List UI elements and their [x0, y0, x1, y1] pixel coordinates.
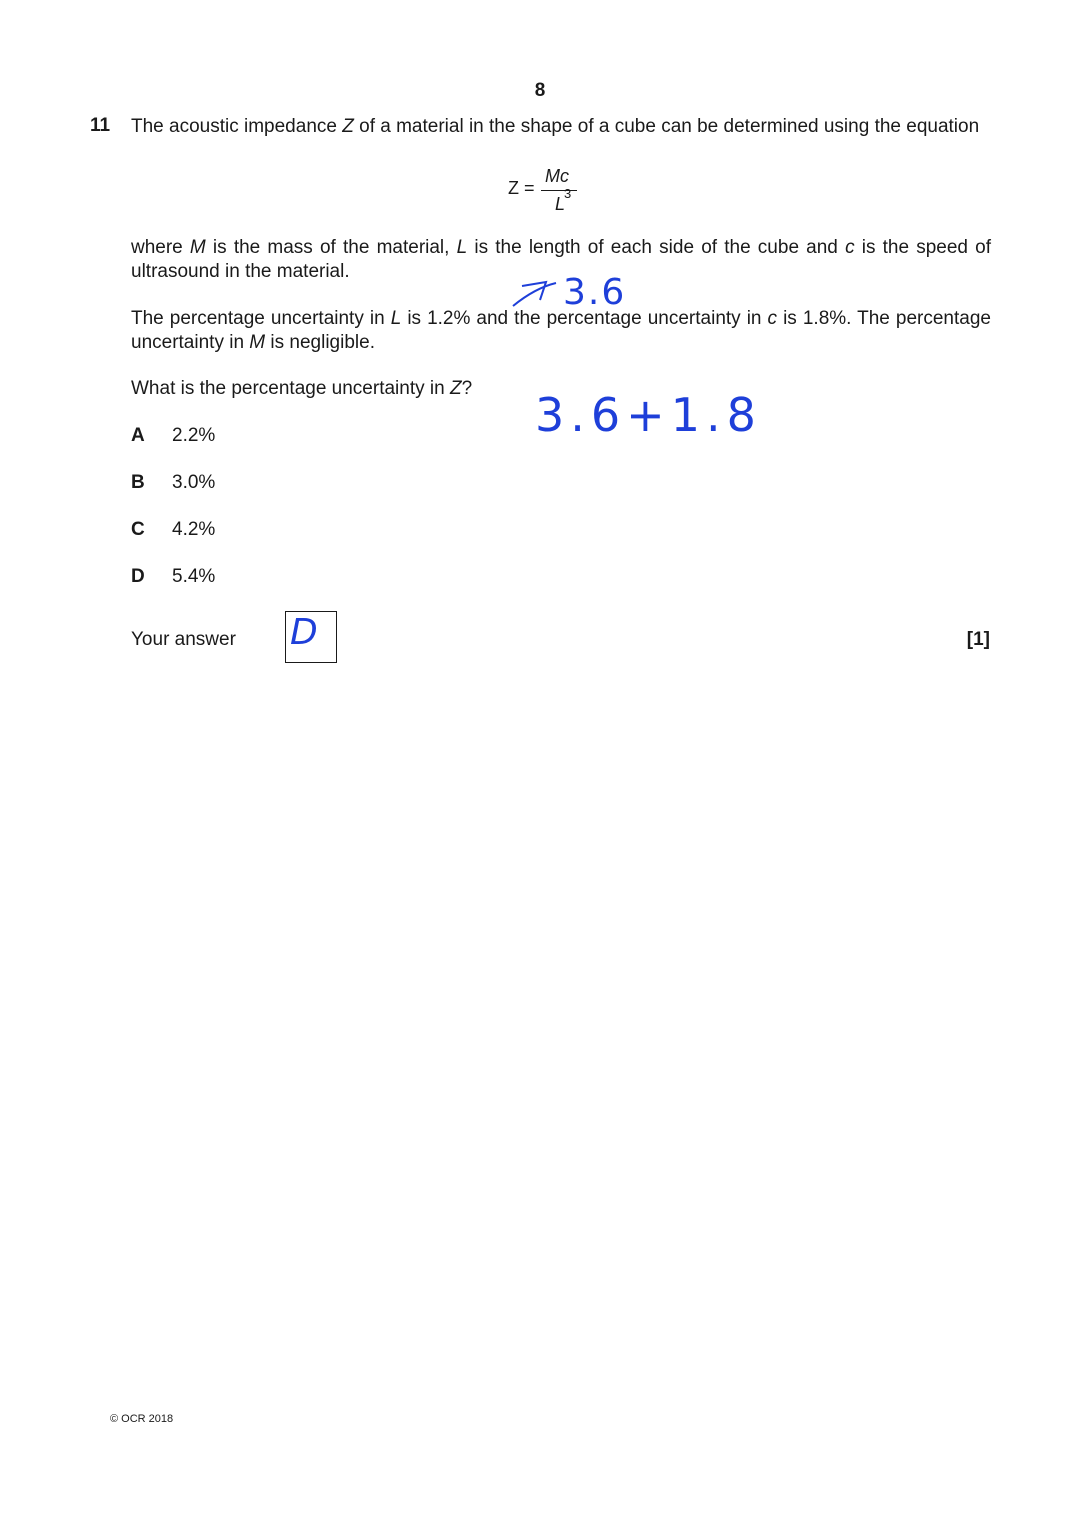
var-l: L [456, 237, 468, 258]
var-l: L [390, 308, 402, 329]
where-text-1: where [131, 237, 190, 258]
var-z: Z [342, 116, 354, 137]
uncertainty-text-1: The percentage uncertainty in [131, 308, 391, 329]
option-c-letter: C [131, 519, 145, 540]
question-number: 11 [90, 115, 111, 136]
var-m: M [189, 237, 206, 258]
answer-label: Your answer [131, 629, 236, 650]
uncertainty-text-2: is 1.2% and the percentage uncertainty in [401, 308, 768, 329]
option-a-text: 2.2% [172, 425, 216, 446]
prompt-text-2: ? [461, 378, 473, 399]
question-intro [131, 115, 991, 139]
intro-text-1: The acoustic impedance [131, 116, 343, 137]
uncertainty-text-3: is 1.8%. The percentage uncertainty in [131, 308, 991, 353]
option-b-letter: B [131, 472, 145, 493]
impedance-formula [508, 166, 588, 226]
option-d-text: 5.4% [172, 566, 216, 587]
formula-exponent: 3 [564, 186, 572, 201]
formula-lhs: Z = [508, 178, 535, 198]
option-a-letter: A [131, 425, 145, 446]
where-text-3: is the length of each side of the cube and [467, 237, 846, 258]
intro-text-2: of a material in the shape of a cube can be determined using the equation [353, 116, 980, 137]
option-b-text: 3.0% [172, 472, 216, 493]
formula-numerator: Mc [545, 166, 569, 186]
option-d-letter: D [131, 566, 145, 587]
var-m: M [249, 332, 266, 353]
where-text-2: is the mass of the material, [205, 237, 457, 258]
prompt-text-1: What is the percentage uncertainty in [131, 378, 450, 399]
handwritten-annotation-2: 3.6+1.8 [535, 388, 762, 442]
uncertainty-text-4: is negligible. [265, 332, 375, 353]
var-c: c [767, 308, 778, 329]
variable-definitions [131, 236, 991, 284]
uncertainty-statement [131, 307, 991, 355]
marks-label: [1] [966, 629, 990, 650]
handwritten-annotation-1: 3.6 [563, 272, 627, 313]
copyright-footer: © OCR 2018 [110, 1413, 174, 1425]
where-text-4: is the speed of ultrasound in the material. [131, 237, 992, 282]
var-c: c [845, 237, 855, 258]
formula-denominator: L [555, 194, 566, 214]
handwritten-answer: D [290, 612, 318, 653]
fraction-bar [541, 190, 577, 191]
page-number: 8 [534, 80, 546, 101]
option-c-text: 4.2% [172, 519, 216, 540]
var-z: Z [449, 378, 462, 399]
